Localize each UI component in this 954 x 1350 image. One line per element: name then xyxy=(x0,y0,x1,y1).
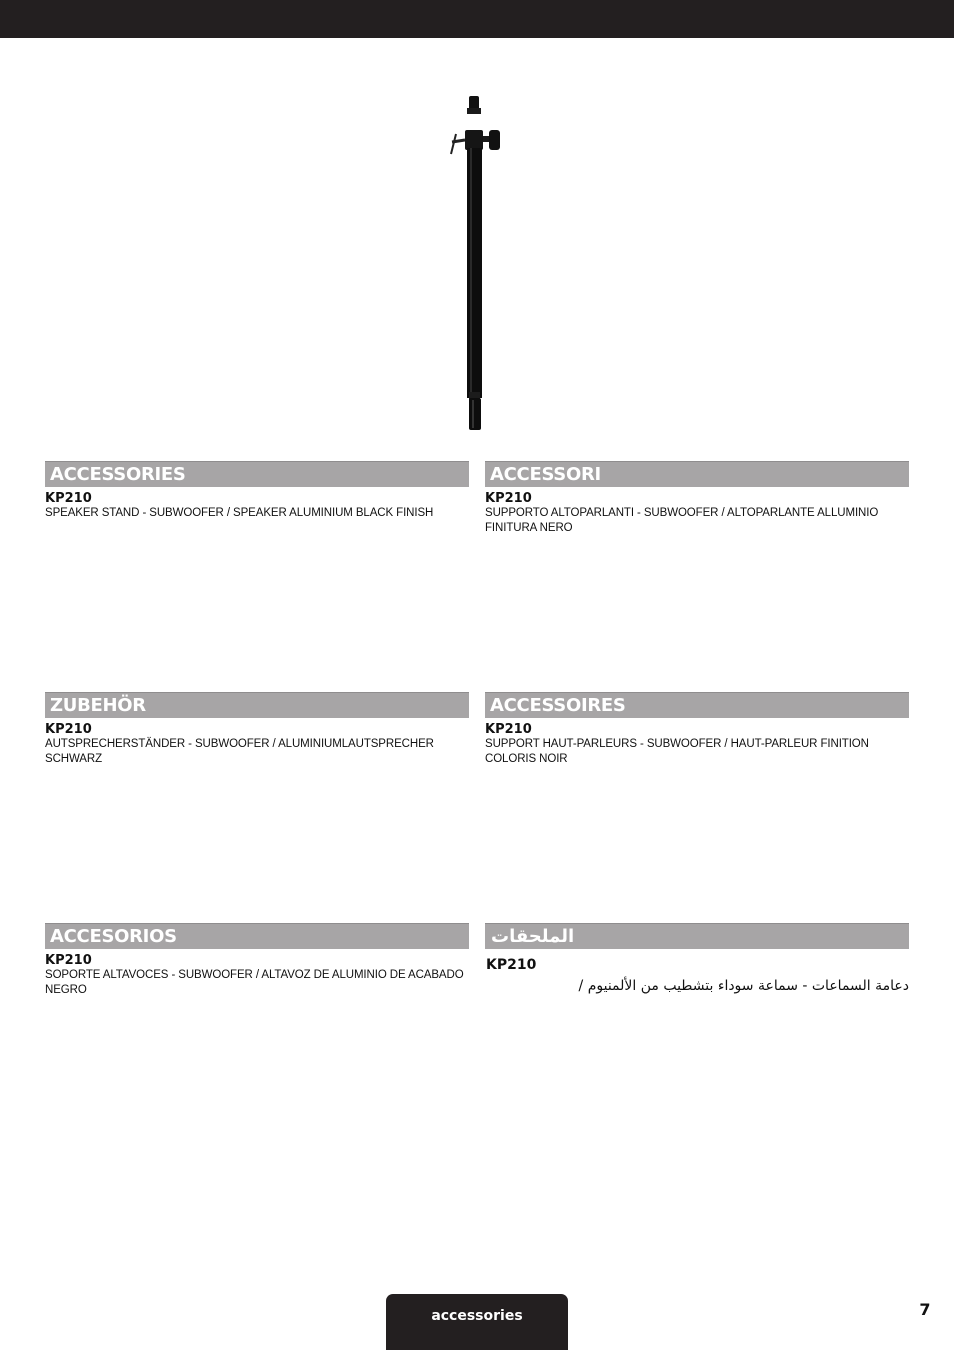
page-number: 7 xyxy=(919,1300,931,1319)
speaker-stand-pole-icon xyxy=(440,92,510,437)
product-description: SOPORTE ALTAVOCES - SUBWOOFER / ALTAVOZ DE ALUMINIO DE ACABADO NEGRO xyxy=(45,969,464,996)
section-header: ACCESSORIES xyxy=(45,461,469,487)
product-code: KP210 xyxy=(485,491,532,506)
section-header: ACCESORIOS xyxy=(45,923,469,949)
product-description: SUPPORTO ALTOPARLANTI - SUBWOOFER / ALTOPARLANTE ALLUMINIO FINITURA NERO xyxy=(485,507,879,534)
section-accessories-fr xyxy=(485,692,909,767)
product-description: دعامة السماعات - سماعة سوداء بتشطيب من الألمنيوم / xyxy=(578,978,909,994)
product-code: KP210 xyxy=(45,491,92,506)
product-code: KP210 xyxy=(485,722,532,737)
section-header: الملحقات xyxy=(485,923,909,949)
product-description: SUPPORT HAUT-PARLEURS - SUBWOOFER / HAUT-PARLEUR FINITION COLORIS NOIR xyxy=(485,738,869,765)
product-description: AUTSPRECHERSTÄNDER - SUBWOOFER / ALUMINIUMLAUTSPRECHER SCHWARZ xyxy=(45,738,434,765)
section-header: ZUBEHÖR xyxy=(45,692,469,718)
product-code: KP210 xyxy=(486,957,537,973)
footer-section-tab: accessories xyxy=(386,1294,568,1350)
section-accessories-ar xyxy=(485,923,909,998)
product-description: SPEAKER STAND - SUBWOOFER / SPEAKER ALUMINIUM BLACK FINISH xyxy=(45,507,434,519)
top-bar xyxy=(0,0,954,38)
section-accessories-it xyxy=(485,461,909,536)
section-accessories-en xyxy=(45,461,469,521)
section-accessories-es xyxy=(45,923,469,998)
section-header: ACCESSOIRES xyxy=(485,692,909,718)
product-code: KP210 xyxy=(45,722,92,737)
section-accessories-de xyxy=(45,692,469,767)
section-header: ACCESSORI xyxy=(485,461,909,487)
product-code: KP210 xyxy=(45,953,92,968)
